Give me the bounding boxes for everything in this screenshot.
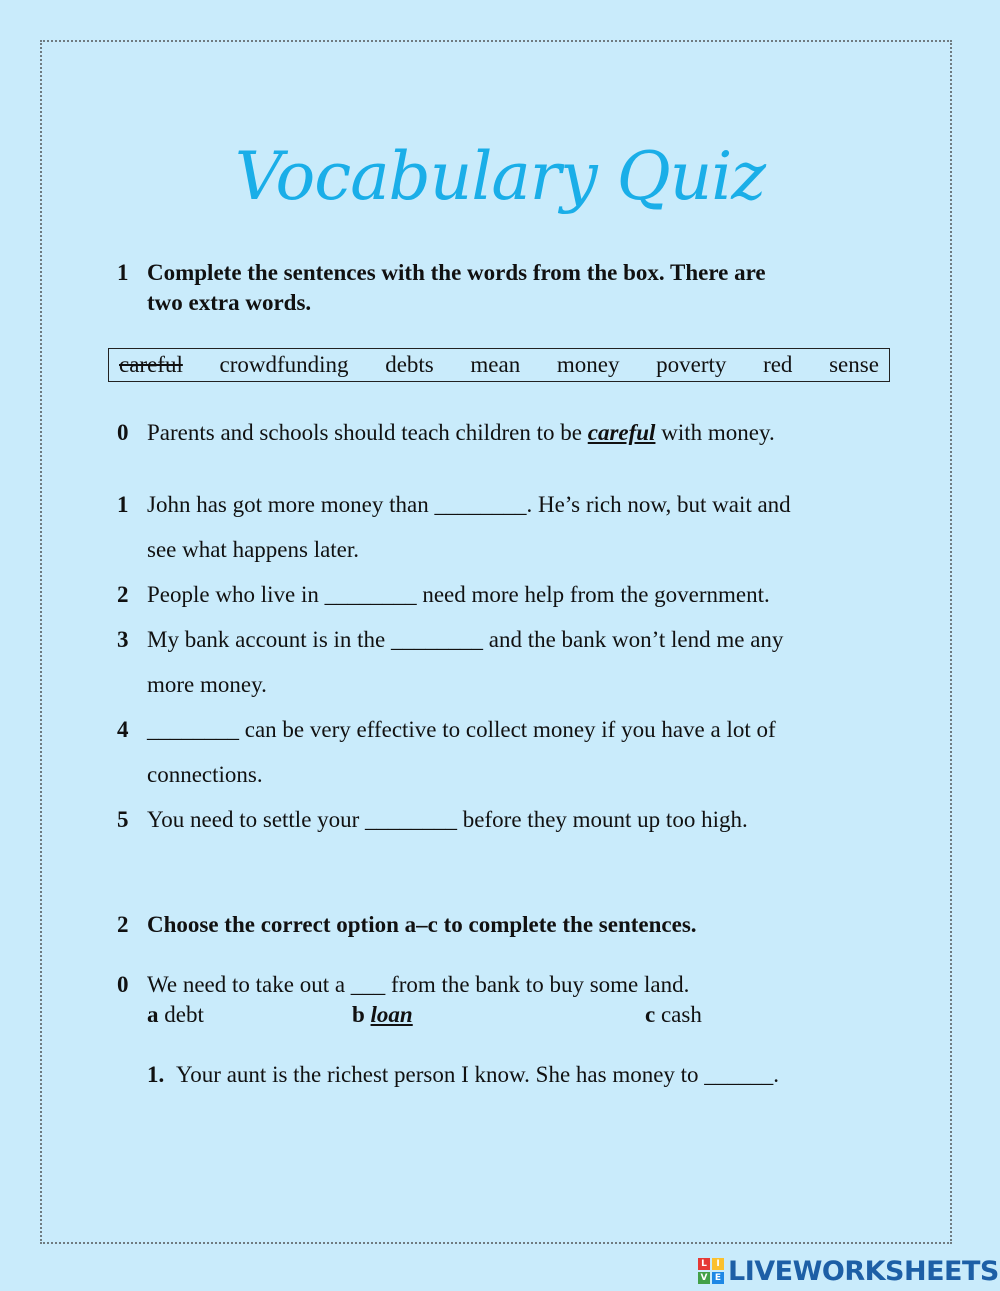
option-letter: c — [645, 1002, 656, 1027]
logo-mark-icon — [698, 1258, 724, 1284]
section1-instruction-line1: Complete the sentences with the words from the box. There are — [147, 260, 766, 285]
option-b — [352, 1000, 413, 1030]
option-text: debt — [164, 1002, 204, 1027]
option-letter: a — [147, 1002, 159, 1027]
word-box — [108, 348, 890, 382]
item-text: You need to settle your ________ before they mount up too high. — [147, 807, 748, 832]
logo-mark-letter: E — [712, 1272, 724, 1284]
logo-text: LIVEWORKSHEETS — [728, 1255, 999, 1287]
example-sentence — [147, 418, 775, 448]
item-number: 5 — [117, 807, 129, 832]
item-number: 2 — [117, 582, 129, 607]
item-text: ________ can be very effective to collect money if you have a lot of — [147, 717, 776, 742]
item-text: more money. — [147, 672, 267, 697]
mc-item-number: 1. — [147, 1062, 165, 1087]
item-number: 4 — [117, 717, 129, 742]
word-box-word: crowdfunding — [219, 352, 349, 377]
item-number: 3 — [117, 627, 129, 652]
option-text: cash — [660, 1002, 702, 1027]
section2-instruction: Choose the correct option a–c to complete the sentences. — [147, 912, 697, 937]
word-box-word: poverty — [656, 352, 727, 377]
logo-mark-letter: I — [712, 1258, 724, 1270]
item-text: People who live in ________ need more help from the government. — [147, 582, 770, 607]
section1-number: 1 — [117, 260, 129, 285]
section2-number: 2 — [117, 912, 129, 937]
example-number: 0 — [117, 420, 129, 445]
item-number: 1 — [117, 492, 129, 517]
item-text: My bank account is in the ________ and the bank won’t lend me any — [147, 627, 784, 652]
option-letter: b — [352, 1002, 365, 1027]
example-text-after: with money. — [655, 420, 775, 445]
word-box-word: mean — [470, 352, 521, 377]
mc-example-number: 0 — [117, 972, 129, 997]
word-box-word: sense — [829, 352, 879, 377]
option-a — [147, 1000, 204, 1030]
word-box-word: money — [556, 352, 620, 377]
option-c — [645, 1000, 702, 1030]
liveworksheets-logo — [698, 1256, 999, 1286]
mc-example-sentence: We need to take out a ___ from the bank to buy some land. — [147, 972, 690, 997]
option-text-answer: loan — [370, 1002, 413, 1027]
example-answer: careful — [587, 420, 656, 445]
word-box-word: careful — [119, 352, 183, 377]
example-text-before: Parents and schools should teach children to be — [147, 420, 588, 445]
item-text: see what happens later. — [147, 537, 360, 562]
mc-item-sentence: Your aunt is the richest person I know. She has money to ______. — [176, 1062, 780, 1087]
item-text: connections. — [147, 762, 263, 787]
word-box-word: red — [763, 352, 793, 377]
logo-mark-letter: L — [698, 1258, 710, 1270]
section1-instruction-line2: two extra words. — [147, 290, 312, 315]
word-box-word: debts — [385, 352, 434, 377]
logo-mark-letter: V — [698, 1272, 710, 1284]
page-title: Vocabulary Quiz — [234, 138, 766, 215]
item-text: John has got more money than ________. He’s rich now, but wait and — [147, 492, 791, 517]
